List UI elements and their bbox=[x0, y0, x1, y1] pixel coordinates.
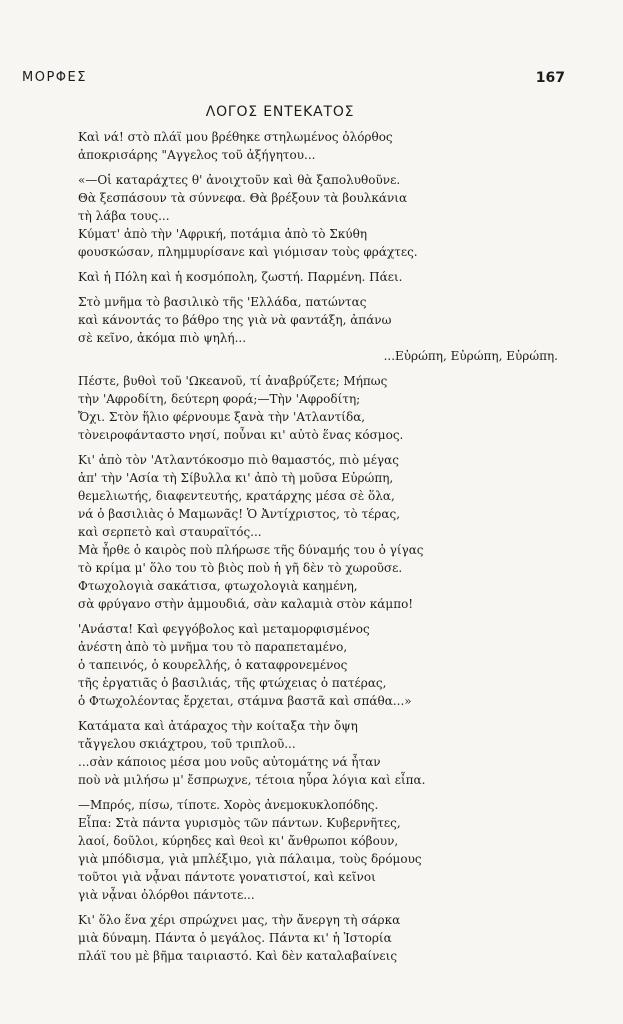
verse-line: σὰ φρύγανο στὴν ἀμμουδιά, σὰν καλαμιὰ στὸν κάμπο! bbox=[78, 597, 414, 611]
verse-line: καὶ σερπετὸ καὶ σταυραϊτός... bbox=[78, 525, 262, 539]
verse-line: Στὸ μνῆμα τὸ βασιλικὸ τῆς 'Ελλάδα, πατώντας bbox=[78, 295, 367, 309]
verse-line: Κι' ὅλο ἕνα χέρι σπρώχνει μας, τὴν ἄνεργη τὴ σάρκα bbox=[78, 913, 401, 927]
verse-line: ὁ ταπεινός, ὁ κουρελλής, ὁ καταφρονεμένος bbox=[78, 658, 348, 672]
verse-line: τὴν 'Αφροδίτη, δεύτερη φορά;—Τὴν 'Αφροδίτη; bbox=[78, 392, 361, 406]
verse-line: τῆς ἐργατιᾶς ὁ βασιλιάς, τῆς φτώχειας ὁ πατέρας, bbox=[78, 676, 387, 690]
page-number: 167 bbox=[535, 70, 565, 86]
verse-line: Φτωχολογιὰ σακάτισα, φτωχολογιὰ καημένη, bbox=[78, 579, 358, 593]
verse-line: λαοί, δοῦλοι, κύρηδες καὶ θεοὶ κι' ἄνθρωποι κόβουν, bbox=[78, 834, 399, 848]
page-header bbox=[22, 70, 565, 88]
verse-line: ἀπ' τὴν 'Ασία τὴ Σίβυλλα κι' ἀπὸ τὴ μοῦσα Εὐρώπη, bbox=[78, 471, 394, 485]
running-head: ΜΟΡΦΕΣ bbox=[22, 70, 87, 85]
stanza bbox=[78, 128, 558, 164]
verse-line: —Μπρός, πίσω, τίποτε. Χορὸς ἀνεμοκυκλοπόδης. bbox=[78, 798, 379, 812]
verse-line: Καὶ ἡ Πόλη καὶ ἡ κοσμόπολη, ζωστή. Παρμένη. Πάει. bbox=[78, 270, 403, 284]
stanza bbox=[78, 171, 558, 261]
verse-line: ...Εὐρώπη, Εὐρώπη, Εὐρώπη. bbox=[383, 349, 558, 363]
verse-line: μιὰ δύναμη. Πάντα ὁ μεγάλος. Πάντα κι' ἡ Ἱστορία bbox=[78, 931, 392, 945]
verse-line: 'Ανάστα! Καὶ φεγγόβολος καὶ μεταμορφισμένος bbox=[78, 622, 370, 636]
verse-line: Μὰ ἦρθε ὁ καιρὸς ποὺ πλήρωσε τῆς δύναμής του ὁ γίγας bbox=[78, 543, 424, 557]
stanza bbox=[78, 451, 558, 613]
verse-line: καὶ κάνοντάς το βάθρο της γιὰ νὰ φαντάξη, ἀπάνω bbox=[78, 313, 392, 327]
verse-line: «—Οἱ καταράχτες θ' ἀνοιχτοῦν καὶ θὰ ξαπολυθοῦνε. bbox=[78, 173, 401, 187]
verse-line: τὴ λάβα τους... bbox=[78, 209, 170, 223]
verse-line: πλάϊ του μὲ βῆμα ταιριαστό. Καὶ δὲν καταλαβαίνεις bbox=[78, 949, 398, 963]
verse-line: ὁ Φτωχολέοντας ἔρχεται, στάμνα βαστᾶ καὶ σπάθα...» bbox=[78, 694, 412, 708]
stanza bbox=[78, 372, 558, 444]
verse-line: φουσκώσαν, πλημμυρίσανε καὶ γιόμισαν τοὺς φράχτες. bbox=[78, 245, 418, 259]
verse-line: γιὰ νᾆναι ὀλόρθοι πάντοτε... bbox=[78, 888, 255, 902]
verse-line: ποὺ νὰ μιλήσω μ' ἔσπρωχνε, τέτοια ηὗρα λόγια καὶ εἶπα. bbox=[78, 773, 426, 787]
verse-line: Κατάματα καὶ ἀτάραχος τὴν κοίταξα τὴν ὄψη bbox=[78, 719, 358, 733]
verse-line: Εἶπα: Στὰ πάντα γυρισμὸς τῶν πάντων. Κυβερνῆτες, bbox=[78, 816, 401, 830]
verse-line: Κι' ἀπὸ τὸν 'Ατλαντόκοσμο πιὸ θαμαστός, πιὸ μέγας bbox=[78, 453, 399, 467]
verse-line: ἀποκρισάρης "Αγγελος τοῦ ἀξήγητου... bbox=[78, 148, 316, 162]
verse-line: ἀνέστη ἀπὸ τὸ μνῆμα του τὸ παραπεταμένο, bbox=[78, 640, 348, 654]
verse-line: τὸνειροφάνταστο νησί, ποὖναι κι' αὐτὸ ἕνας κόσμος. bbox=[78, 428, 404, 442]
stanza bbox=[78, 293, 558, 365]
verse-line: Ὄχι. Στὸν ἥλιο φέρνουμε ξανὰ τὴν 'Ατλαντίδα, bbox=[78, 410, 366, 424]
verse-line: Κύματ' ἀπὸ τὴν 'Αφρική, ποτάμια ἀπὸ τὸ Σκύθη bbox=[78, 227, 368, 241]
verse-line: Πέστε, βυθοὶ τοῦ 'Ωκεανοῦ, τί ἀναβρύζετε; Μήπως bbox=[78, 374, 388, 388]
verse-line: τοῦτοι γιὰ νᾆναι πάντοτε γονατιστοί, καὶ κεῖνοι bbox=[78, 870, 376, 884]
stanza bbox=[78, 620, 558, 710]
stanza bbox=[78, 911, 558, 965]
verse-line: Καὶ νά! στὸ πλάϊ μου βρέθηκε στηλωμένος ὀλόρθος bbox=[78, 130, 393, 144]
stanza bbox=[78, 268, 558, 286]
verse-line: ...σὰν κάποιος μέσα μου νοῦς αὐτομάτης νά ἦταν bbox=[78, 755, 381, 769]
verse-line: θεμελιωτής, διαφεντευτής, κρατάρχης μέσα σὲ ὅλα, bbox=[78, 489, 395, 503]
verse-line: νά ὁ βασιλιὰς ὁ Μαμωνᾶς! Ὁ Ἀντίχριστος, τὸ τέρας, bbox=[78, 507, 401, 521]
stanza bbox=[78, 717, 558, 789]
poem-body bbox=[78, 128, 558, 965]
verse-line: Θὰ ξεσπάσουν τὰ σύννεφα. Θὰ βρέξουν τὰ βουλκάνια bbox=[78, 191, 408, 205]
stanza bbox=[78, 796, 558, 904]
verse-line: τἄγγελου σκιάχτρου, τοῦ τριπλοῦ... bbox=[78, 737, 296, 751]
verse-line: σὲ κεῖνο, ἀκόμα πιὸ ψηλή... bbox=[78, 331, 247, 345]
poem-title: ΛΟΓΟΣ ΕΝΤΕΚΑΤΟΣ bbox=[205, 104, 355, 120]
verse-line: τὸ κρίμα μ' ὅλο του τὸ βιὸς ποὺ ἡ γῆ δὲν τὸ χωροῦσε. bbox=[78, 561, 403, 575]
verse-line: γιὰ μπόδισμα, γιὰ μπλέξιμο, γιὰ πάλαιμα, τοὺς δρόμους bbox=[78, 852, 422, 866]
